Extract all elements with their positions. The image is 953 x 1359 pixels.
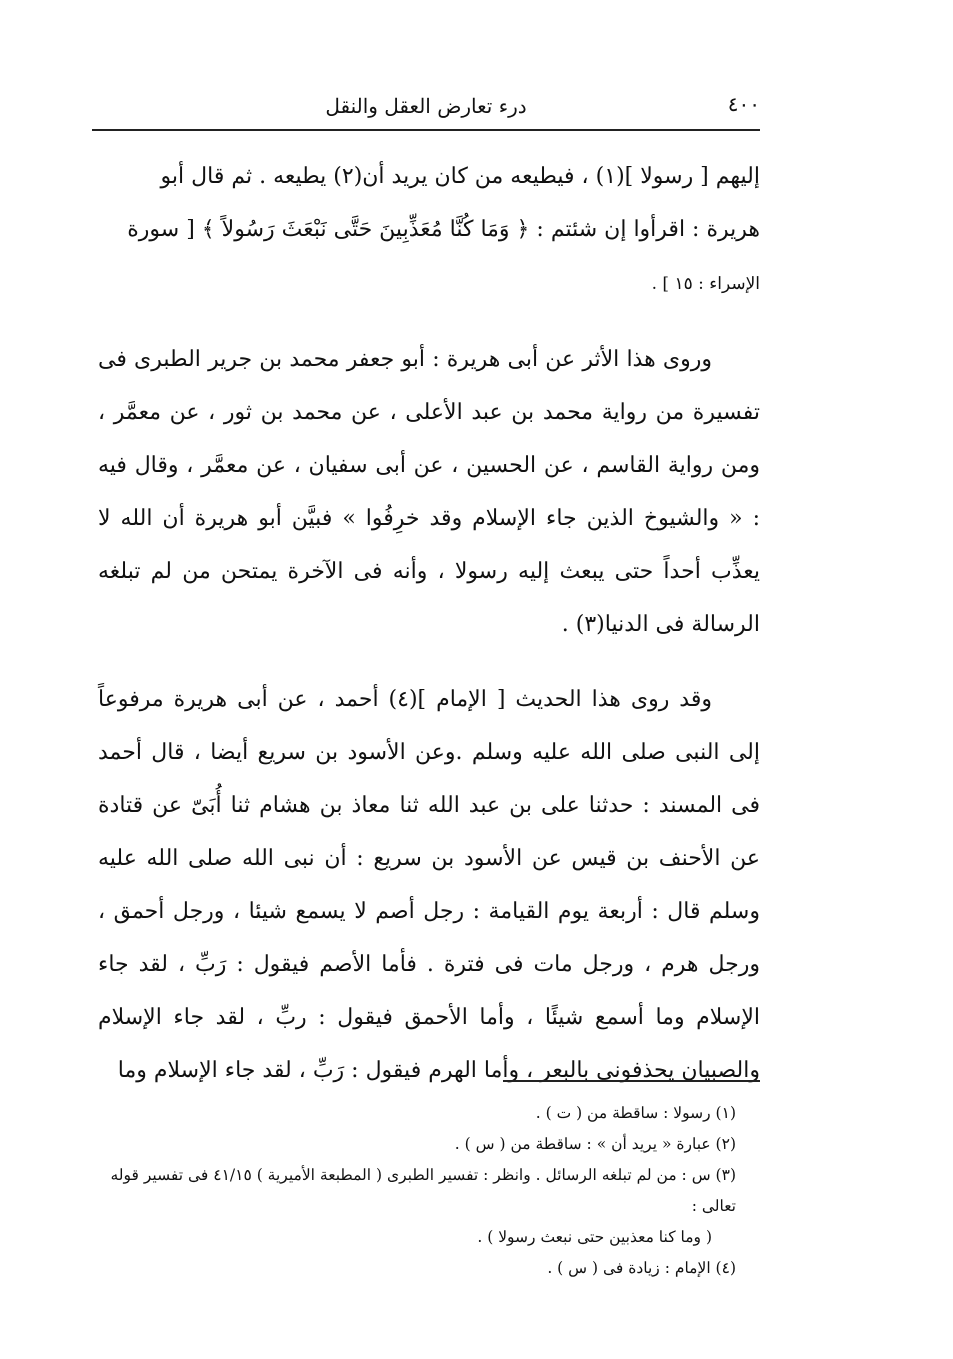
paragraph-1-line-3: الإسراء : ١٥ ] . — [651, 274, 760, 294]
main-text — [98, 150, 760, 1097]
paragraph-1-line-1: إليهم [ رسولا ](١) ، فيطيعه من كان يريد أن(٢) يطيعه . ثم قال أبو — [160, 164, 760, 189]
paragraph-2: وروى هذا الأثر عن أبى هريرة : أبو جعفر محمد بن جرير الطبرى فى تفسيرة من رواية محمد بن عبد الأعلى ، عن محمد بن ثور ، عن معمَّر ، ومن رواية القاسم ، عن الحسين ، عن أبى سفيان ، عن معمَّر ، وقال فيه : « والشيوخ الذين جاء الإسلام وقد خرِفُوا » فبيَّن أبو هريرة أن الله لا يعذِّب أحداً حتى يبعث إليه رسولا ، وأنه فى الآخرة يمتحن من لم تبلغه الرسالة فى الدنيا(٣) . — [98, 347, 760, 637]
page-header — [92, 86, 760, 126]
paragraph-1 — [98, 150, 760, 311]
footnote-4: (٤) الإمام : زيادة فى ( س ) . — [547, 1259, 736, 1277]
page-number: ٤٠٠ — [727, 92, 760, 116]
footnote-1: (١) رسولا : ساقطة من ( ت ) . — [535, 1104, 736, 1122]
footnote-2: (٢) عبارة « يريد أن » : ساقطة من ( س ) . — [454, 1135, 736, 1153]
footnotes — [98, 1098, 760, 1284]
footnote-rule — [503, 1080, 760, 1082]
footnote-3: (٣) س : من لم تبلغه الرسائل . وانظر : تفسير الطبرى ( المطبعة الأميرية ) ٤١/١٥ فى تفسير قوله تعالى : — [110, 1166, 736, 1215]
paragraph-1-line-2: هريرة : اقرأوا إن شئتم : ﴿ وَمَا كُنَّا مُعَذِّبِينَ حَتَّى نَبْعَثَ رَسُولاً ﴾ [ سورة — [127, 217, 760, 242]
running-title: درء تعارض العقل والنقل — [325, 94, 527, 118]
paragraph-3: وقد روى هذا الحديث [ الإمام ](٤) أحمد ، عن أبى هريرة مرفوعاً إلى النبى صلى الله عليه وسلم .وعن الأسود بن سريع أيضا ، قال أحمد فى المسند : حدثنا على بن عبد الله ثنا معاذ بن هشام ثنا أُبَىّ عن قتادة عن الأحنف بن قيس عن الأسود بن سريع : أن نبى الله صلى الله عليه وسلم قال : أربعة يوم القيامة : رجل أصم لا يسمع شيئا ، ورجل أحمق ، ورجل هرم ، ورجل مات فى فترة . فأما الأصم فيقول : رَبِّ ، لقد جاء الإسلام وما أسمع شيئًا ، وأما الأحمق فيقول : ربِّ ، لقد جاء الإسلام والصبيان يحذفونى بالبعر ، وأما الهرم فيقول : رَبِّ ، لقد جاء الإسلام وما — [98, 687, 760, 1083]
header-rule — [92, 129, 760, 131]
footnote-3-continuation: ( وما كنا معذبين حتى نبعث رسولا ) . — [477, 1228, 712, 1246]
